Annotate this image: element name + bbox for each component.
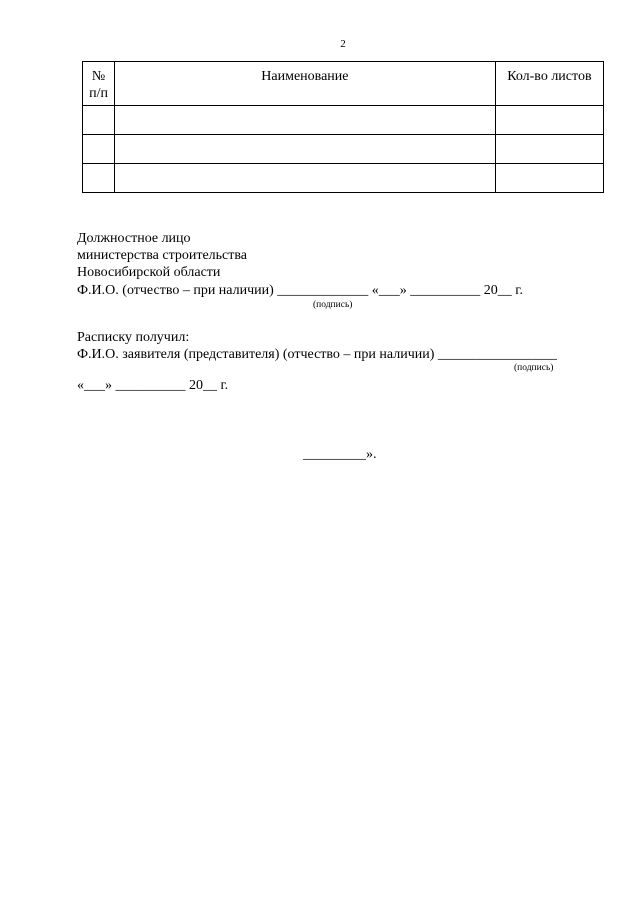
table-cell-number [83,135,115,164]
closing-line: _________». [303,447,377,462]
table-cell-number [83,164,115,193]
table-cell-number [83,106,115,135]
official-signature-caption: (подпись) [313,300,353,310]
table-cell-sheets [495,164,603,193]
table-cell-name [115,106,496,135]
official-fio-line: Ф.И.О. (отчество – при наличии) _____________ «___» __________ 20__ г. [77,283,523,298]
page-number: 2 [340,38,346,50]
table-cell-name [115,135,496,164]
table-cell-name [115,164,496,193]
documents-table [82,61,604,193]
receipt-date-line: «___» __________ 20__ г. [77,378,229,393]
receipt-signature-caption: (подпись) [514,363,554,373]
receipt-fio-line: Ф.И.О. заявителя (представителя) (отчество – при наличии) _________________ [77,347,557,362]
header-number-line2: п/п [89,86,108,101]
official-title-line2: министерства строительства [77,248,248,263]
table-row [83,164,604,193]
official-title-line3: Новосибирской области [77,265,221,280]
receipt-title: Расписку получил: [77,330,190,345]
header-number-line1: № [91,69,106,84]
header-sheet-count: Кол-во листов [495,62,603,106]
table-row [83,135,604,164]
table-cell-sheets [495,135,603,164]
table-cell-sheets [495,106,603,135]
table-row [83,106,604,135]
header-name: Наименование [115,62,496,106]
header-number [83,62,115,106]
official-title-line1: Должностное лицо [77,231,191,246]
table-header-row [83,62,604,106]
